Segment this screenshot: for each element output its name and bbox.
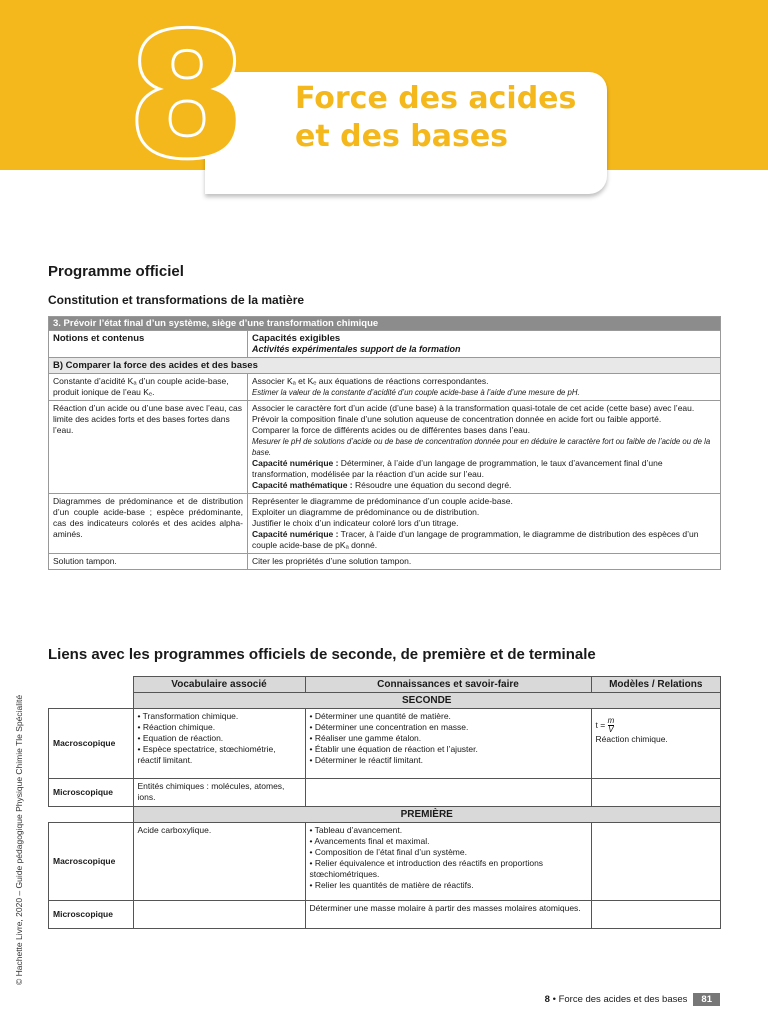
programme-table xyxy=(48,316,721,570)
capacite-numerique xyxy=(252,529,716,551)
capacite-numerique-label: Capacité numérique : xyxy=(252,458,339,468)
capacite-experimental: Estimer la valeur de la constante d’acidité d’un couple acide-base à l’aide d’une mesure de pH. xyxy=(252,388,580,397)
capacite-text: Comparer la force de différents acides ou de différentes bases dans l’eau. xyxy=(252,425,530,435)
notion-cell: Solution tampon. xyxy=(49,554,248,570)
connaissances-cell: Déterminer une masse molaire à partir des masses molaires atomiques. xyxy=(305,901,591,929)
row-label: Macroscopique xyxy=(49,709,134,779)
capacite-cell: Citer les propriétés d’une solution tampon. xyxy=(248,554,721,570)
programme-table-title: 3. Prévoir l’état final d’un système, siège d’une transformation chimique xyxy=(49,317,721,331)
modeles-cell xyxy=(591,779,721,807)
programme-subheading: Constitution et transformations de la matière xyxy=(48,293,305,307)
capacite-numerique xyxy=(252,458,716,480)
table-row xyxy=(49,554,721,570)
spacer xyxy=(49,693,134,709)
footer-bullet: • xyxy=(552,994,556,1005)
chapter-title xyxy=(295,80,576,156)
chapter-number: 8 xyxy=(128,0,247,196)
modeles-cell xyxy=(591,823,721,901)
capacite-numerique-text: Tracer, à l’aide d’un langage de programmation, le diagramme de distribution des espèces d’un couple acide-base de pKₐ donné. xyxy=(252,529,699,550)
liens-heading: Liens avec les programmes officiels de seconde, de première et de terminale xyxy=(48,646,596,663)
footer-text xyxy=(545,994,688,1005)
row-label: Microscopique xyxy=(49,779,134,807)
table-row xyxy=(49,494,721,554)
notion-cell: Diagrammes de prédominance et de distribution d’un couple acide-base ; espèce prédominante, cas des indicateurs colorés et des acides alpha-aminés. xyxy=(49,494,248,554)
col-connaissances: Connaissances et savoir-faire xyxy=(305,677,591,693)
col-capacites xyxy=(248,331,721,358)
capacite-cell xyxy=(248,494,721,554)
list-item: • Établir une équation de réaction et l’ajuster. xyxy=(309,744,478,754)
col-notions: Notions et contenus xyxy=(49,331,248,358)
list-item: • Déterminer une concentration en masse. xyxy=(309,722,469,732)
spacer xyxy=(49,807,134,823)
list-item: • Déterminer le réactif limitant. xyxy=(309,755,424,765)
page-number: 81 xyxy=(693,993,720,1006)
table-row xyxy=(49,709,721,779)
section-premiere: PREMIÈRE xyxy=(133,807,721,823)
side-credit: © Hachette Livre, 2020 – Guide pédagogique Physique Chimie Tle Spécialité xyxy=(14,694,24,985)
col-vocabulaire: Vocabulaire associé xyxy=(133,677,305,693)
modeles-cell xyxy=(591,709,721,779)
vocab-cell xyxy=(133,709,305,779)
list-item: • Composition de l’état final d’un système. xyxy=(309,847,467,857)
programme-heading: Programme officiel xyxy=(48,263,184,280)
section-b: B) Comparer la force des acides et des bases xyxy=(49,358,721,374)
list-item: • Réaction chimique. xyxy=(137,722,216,732)
table-row xyxy=(49,901,721,929)
capacite-mathematique xyxy=(252,480,716,491)
col-modeles: Modèles / Relations xyxy=(591,677,721,693)
section-seconde: SECONDE xyxy=(133,693,721,709)
list-item: • Equation de réaction. xyxy=(137,733,224,743)
liens-table xyxy=(48,676,721,929)
vocab-cell: Acide carboxylique. xyxy=(133,823,305,901)
formula-denominator: V xyxy=(608,725,614,734)
capacite-mathematique-text: Résoudre une équation du second degré. xyxy=(352,480,512,490)
list-item: • Déterminer une quantité de matière. xyxy=(309,711,451,721)
footer-title: Force des acides et des bases xyxy=(558,994,688,1005)
capacite-text: Exploiter un diagramme de prédominance ou de distribution. xyxy=(252,507,480,517)
capacite-text: Associer Kₐ et Kₑ aux équations de réactions correspondantes. xyxy=(252,376,489,386)
connaissances-cell xyxy=(305,779,591,807)
list-item: • Avancements final et maximal. xyxy=(309,836,430,846)
capacite-text: Représenter le diagramme de prédominance d’un couple acide-base. xyxy=(252,496,513,506)
list-item: • Espèce spectatrice, stœchiométrie, réactif limitant. xyxy=(137,744,276,765)
modeles-cell xyxy=(591,901,721,929)
row-label: Macroscopique xyxy=(49,823,134,901)
modele-text: Réaction chimique. xyxy=(595,734,668,744)
formula xyxy=(596,717,717,734)
capacite-numerique-label: Capacité numérique : xyxy=(252,529,339,539)
list-item: • Relier équivalence et introduction des réactifs en proportions stœchiométriques. xyxy=(309,858,544,879)
list-item: • Relier les quantités de matière de réactifs. xyxy=(309,880,474,890)
capacite-text: Associer le caractère fort d’un acide (d’une base) à la transformation quasi-totale de cet acide (cette base) avec l’eau. xyxy=(252,403,695,413)
notion-cell: Réaction d’un acide ou d’une base avec l’eau, cas limite des acides forts et des bases fortes dans l’eau. xyxy=(49,401,248,494)
row-label: Microscopique xyxy=(49,901,134,929)
list-item: • Transformation chimique. xyxy=(137,711,239,721)
capacite-numerique-text: Déterminer, à l’aide d’un langage de programmation, le taux d’avancement final d’une transformation, modélisée par la réaction d’un acide sur l’eau. xyxy=(252,458,663,479)
connaissances-cell xyxy=(305,823,591,901)
chapter-title-line1: Force des acides xyxy=(295,81,577,116)
list-item: • Réaliser une gamme étalon. xyxy=(309,733,422,743)
connaissances-cell xyxy=(305,709,591,779)
vocab-cell: Entités chimiques : molécules, atomes, ions. xyxy=(133,779,305,807)
capacite-experimental: Mesurer le pH de solutions d’acide ou de base de concentration donnée pour en déduire le caractère fort ou faible de l’acide ou de la base. xyxy=(252,437,711,457)
list-item: • Tableau d’avancement. xyxy=(309,825,403,835)
table-row xyxy=(49,401,721,494)
col-capacites-sub: Activités expérimentales support de la formation xyxy=(252,344,461,354)
col-capacites-label: Capacités exigibles xyxy=(252,333,341,344)
footer-chapter: 8 xyxy=(544,994,550,1005)
capacite-cell xyxy=(248,401,721,494)
formula-prefix: t = xyxy=(595,719,606,730)
vocab-cell xyxy=(133,901,305,929)
notion-cell: Constante d’acidité Kₐ d’un couple acide-base, produit ionique de l’eau Kₑ. xyxy=(49,374,248,401)
capacite-text: Prévoir la composition finale d’une solution aqueuse de concentration donnée en acide fort ou faible apporté. xyxy=(252,414,662,424)
table-row xyxy=(49,779,721,807)
chapter-title-line2: et des bases xyxy=(295,119,509,154)
capacite-mathematique-label: Capacité mathématique : xyxy=(252,480,353,490)
table-row xyxy=(49,374,721,401)
page-footer xyxy=(545,993,720,1006)
capacite-text: Justifier le choix d’un indicateur coloré lors d’un titrage. xyxy=(252,518,459,528)
table-row xyxy=(49,823,721,901)
capacite-cell xyxy=(248,374,721,401)
formula-fraction xyxy=(608,717,615,734)
formula-numerator: m xyxy=(607,716,615,725)
corner-blank xyxy=(49,677,134,693)
